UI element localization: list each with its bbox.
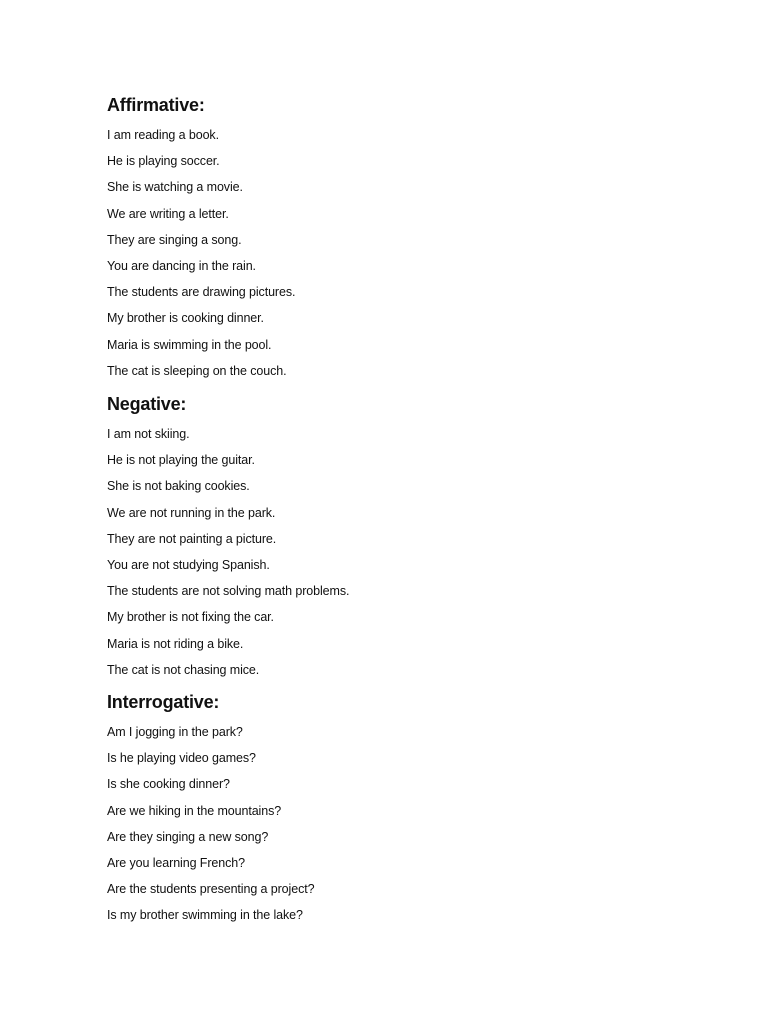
interrogative-heading: Interrogative: — [107, 692, 220, 712]
sentence: The students are drawing pictures. — [107, 285, 296, 300]
sentence: Is my brother swimming in the lake? — [107, 908, 303, 923]
negative-heading: Negative: — [107, 394, 187, 414]
interrogative-section — [107, 691, 707, 923]
sentence: She is not baking cookies. — [107, 479, 250, 494]
sentence: Are the students presenting a project? — [107, 882, 315, 897]
sentence: Are you learning French? — [107, 855, 245, 870]
sentence: Is she cooking dinner? — [107, 777, 230, 792]
sentence: We are writing a letter. — [107, 206, 229, 221]
interrogative-list — [107, 724, 707, 923]
negative-list — [107, 426, 707, 678]
sentence: They are not painting a picture. — [107, 531, 277, 546]
sentence: Are they singing a new song? — [107, 829, 269, 844]
sentence: Is he playing video games? — [107, 751, 256, 766]
sentence: She is watching a movie. — [107, 180, 243, 195]
sentence: My brother is cooking dinner. — [107, 311, 264, 326]
sentence: We are not running in the park. — [107, 505, 276, 520]
sentence: The cat is not chasing mice. — [107, 662, 260, 677]
sentence: My brother is not fixing the car. — [107, 610, 274, 625]
sentence: He is not playing the guitar. — [107, 453, 255, 468]
sentence: Am I jogging in the park? — [107, 725, 243, 739]
sentence: I am not skiing. — [107, 427, 190, 441]
sentence: I am reading a book. — [107, 128, 219, 142]
sentence: Are we hiking in the mountains? — [107, 803, 282, 818]
negative-section — [107, 393, 707, 678]
sentence: He is playing soccer. — [107, 154, 220, 169]
sentence: Maria is swimming in the pool. — [107, 337, 272, 352]
sentence: The cat is sleeping on the couch. — [107, 363, 287, 378]
sentence: You are not studying Spanish. — [107, 557, 270, 572]
sentence: You are dancing in the rain. — [107, 258, 256, 273]
affirmative-heading: Affirmative: — [107, 95, 205, 115]
sentence: They are singing a song. — [107, 232, 242, 247]
affirmative-section — [107, 94, 707, 379]
affirmative-list — [107, 127, 707, 379]
sentence: The students are not solving math problems. — [107, 584, 350, 599]
sentence: Maria is not riding a bike. — [107, 636, 244, 651]
